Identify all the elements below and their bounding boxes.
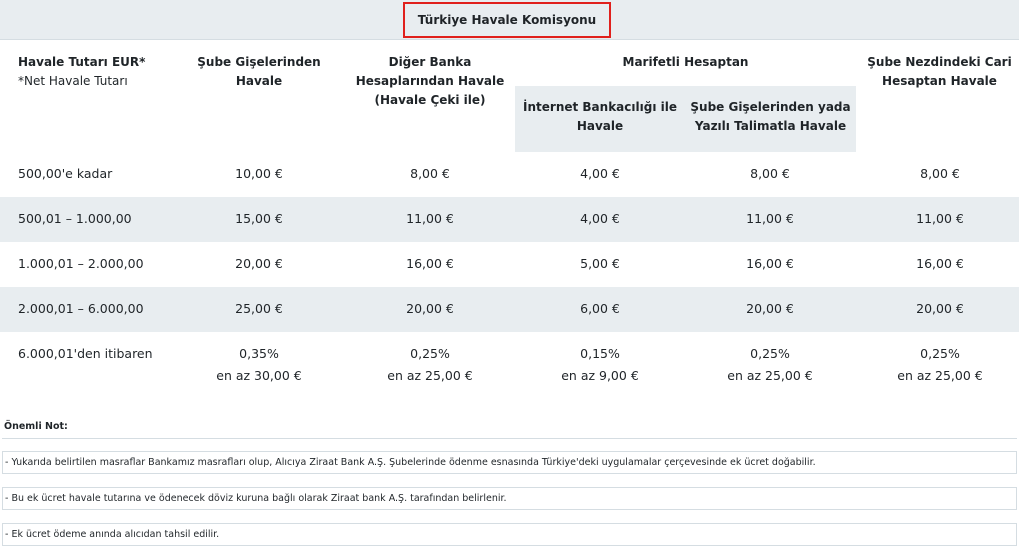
fee-branch-counter: 15,00 € (235, 211, 283, 226)
fee-internet-banking: 6,00 € (580, 301, 620, 316)
fee-current-account: 16,00 € (916, 256, 964, 271)
fee-current-account-percent: 0,25% (920, 346, 960, 361)
note-line: - Ek ücret ödeme anında alıcıdan tahsil edilir. (2, 523, 1017, 546)
fee-branch-counter-percent: 0,35% (239, 346, 279, 361)
header-other-bank (345, 53, 515, 110)
subheader-branch-written-line2: Yazılı Talimatla Havale (694, 119, 847, 133)
note-line: - Yukarıda belirtilen masraflar Bankamız masrafları olup, Alıcıya Ziraat Bank A.Ş. Şubelerinde ödenme esnasında Türkiye'deki uygulamalar çerçevesinde ek ücret doğabilir. (2, 451, 1017, 474)
subheader-branch-written (688, 98, 853, 136)
fee-other-bank-percent: 0,25% (410, 346, 450, 361)
fee-branch-counter: 20,00 € (235, 256, 283, 271)
header-amount-label: Havale Tutarı EUR* (18, 55, 146, 69)
fee-branch-written: 11,00 € (746, 211, 794, 226)
fee-internet-banking: 5,00 € (580, 256, 620, 271)
fee-internet-banking: 4,00 € (580, 166, 620, 181)
header-group-marifetli: Marifetli Hesaptan (622, 55, 749, 69)
header-current-account-line2: Hesaptan Havale (882, 74, 997, 88)
fee-branch-written: 8,00 € (750, 166, 790, 181)
header-current-account (862, 53, 1017, 91)
fee-branch-written: 20,00 € (746, 301, 794, 316)
row-range: 2.000,01 – 6.000,00 (18, 301, 144, 316)
table-row (0, 287, 1019, 332)
header-branch-counter (184, 53, 334, 91)
header-other-bank-line3: (Havale Çeki ile) (374, 93, 486, 107)
fee-internet-banking-percent: 0,15% (580, 346, 620, 361)
row-range: 500,00'e kadar (18, 166, 113, 181)
fee-other-bank-min: en az 25,00 € (387, 368, 473, 383)
header-other-bank-line1: Diğer Banka (388, 55, 472, 69)
notes-heading: Önemli Not: (2, 416, 1017, 439)
fee-current-account: 11,00 € (916, 211, 964, 226)
header-current-account-line1: Şube Nezdindeki Cari (867, 55, 1012, 69)
table-row (0, 332, 1019, 418)
fee-other-bank: 11,00 € (406, 211, 454, 226)
table-row (0, 197, 1019, 242)
table-row (0, 152, 1019, 197)
fee-current-account-min: en az 25,00 € (897, 368, 983, 383)
header-amount (18, 53, 145, 91)
fee-branch-written-min: en az 25,00 € (727, 368, 813, 383)
fee-branch-counter: 25,00 € (235, 301, 283, 316)
subheader-branch-written-line1: Şube Gişelerinden yada (690, 100, 851, 114)
fee-current-account: 8,00 € (920, 166, 960, 181)
fee-current-account: 20,00 € (916, 301, 964, 316)
subheader-internet-banking-line2: Havale (576, 119, 624, 133)
row-range: 500,01 – 1.000,00 (18, 211, 132, 226)
title-bar (0, 0, 1019, 40)
header-branch-counter-line2: Havale (235, 74, 283, 88)
note-line: - Bu ek ücret havale tutarına ve ödenecek döviz kuruna bağlı olarak Ziraat bank A.Ş. tarafından belirlenir. (2, 487, 1017, 510)
header-other-bank-line2: Hesaplarından Havale (355, 74, 505, 88)
fee-branch-counter: 10,00 € (235, 166, 283, 181)
table-row (0, 242, 1019, 287)
fee-other-bank: 8,00 € (410, 166, 450, 181)
fee-branch-counter-min: en az 30,00 € (216, 368, 302, 383)
fee-branch-written-percent: 0,25% (750, 346, 790, 361)
header-branch-counter-line1: Şube Gişelerinden (197, 55, 321, 69)
fee-internet-banking: 4,00 € (580, 211, 620, 226)
fee-other-bank: 16,00 € (406, 256, 454, 271)
subheader-internet-banking (520, 98, 680, 136)
table-title: Türkiye Havale Komisyonu (403, 2, 611, 38)
subheader-internet-banking-line1: İnternet Bankacılığı ile (523, 100, 677, 114)
fee-other-bank: 20,00 € (406, 301, 454, 316)
fee-branch-written: 16,00 € (746, 256, 794, 271)
row-range: 1.000,01 – 2.000,00 (18, 256, 144, 271)
fee-internet-banking-min: en az 9,00 € (561, 368, 639, 383)
row-range: 6.000,01'den itibaren (18, 346, 153, 361)
header-amount-note: *Net Havale Tutarı (18, 74, 128, 88)
